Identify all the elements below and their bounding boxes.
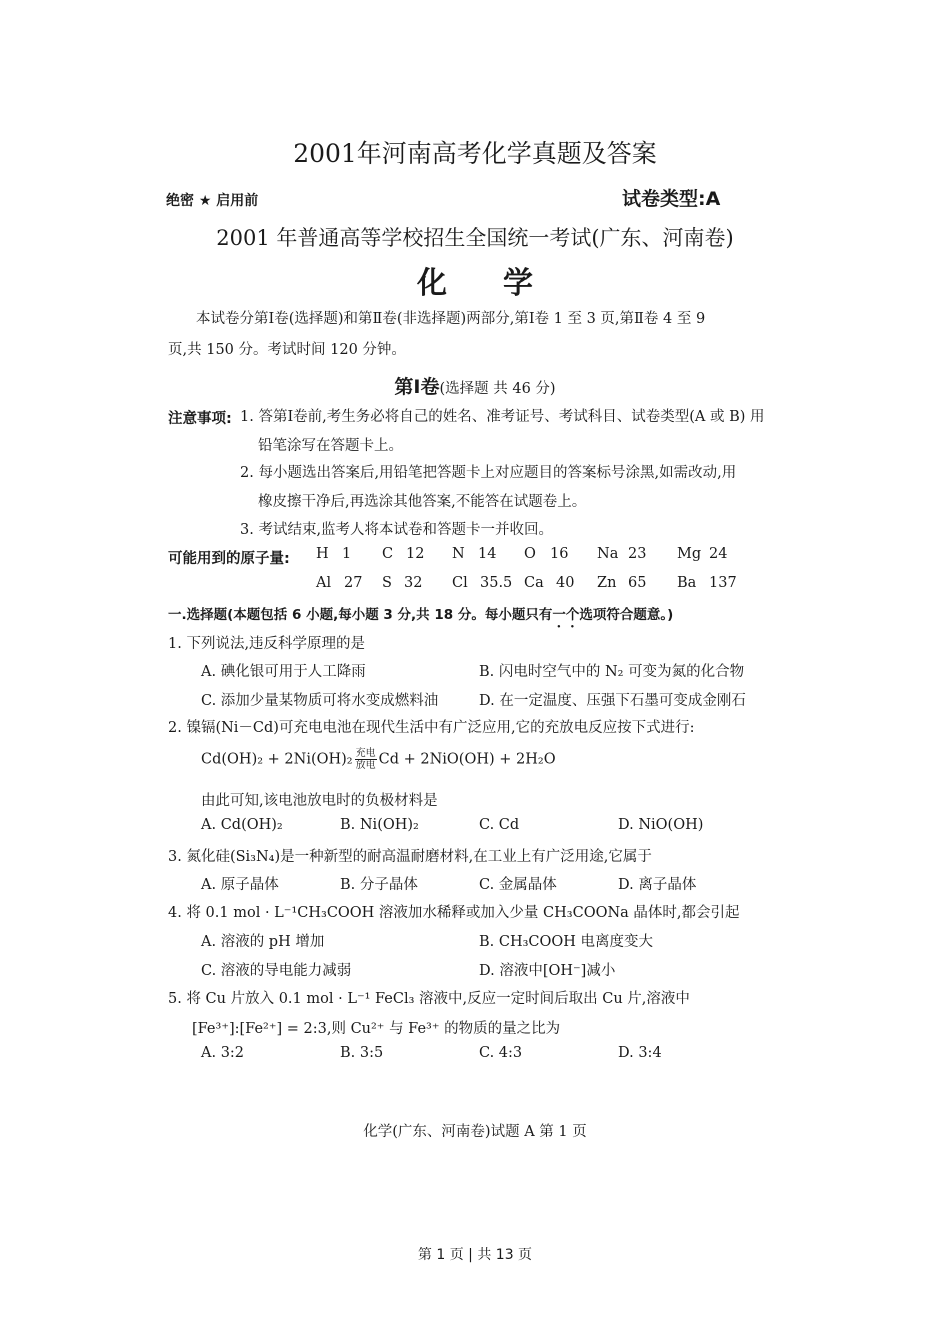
q1-option-b: B. 闪电时空气中的 N₂ 可变为氮的化合物 (479, 664, 745, 680)
atomic-weight: 24 (709, 546, 728, 562)
secret-label: 绝密 ★ 启用前 (166, 193, 259, 209)
q2-discharge-label: 放电 (355, 760, 376, 771)
atomic-weight: 35.5 (480, 575, 513, 591)
part1-subtitle: (选择题 共 46 分) (439, 381, 556, 397)
exam-name: 2001 年普通高等学校招生全国统一考试(广东、河南卷) (216, 226, 734, 250)
q5-stem-line-2: [Fe³⁺]:[Fe²⁺] = 2:3,则 Cu²⁺ 与 Fe³⁺ 的物质的量之比为 (192, 1021, 561, 1037)
q3-option-d: D. 离子晶体 (618, 877, 697, 893)
document-title: 2001年河南高考化学真题及答案 (293, 139, 657, 168)
atomic-weight: 1 (342, 546, 352, 562)
q2-option-a: A. Cd(OH)₂ (201, 817, 283, 833)
q1-option-a: A. 碘化银可用于人工降雨 (201, 664, 366, 680)
atomic-symbol: Ba (677, 575, 697, 591)
atomic-weight: 23 (628, 546, 647, 562)
q5-option-c: C. 4:3 (479, 1045, 523, 1061)
atomic-weight: 137 (709, 575, 737, 591)
intro-line-2: 页,共 150 分。考试时间 120 分钟。 (168, 342, 406, 358)
atomic-weight: 65 (628, 575, 647, 591)
q4-option-d: D. 溶液中[OH⁻]减小 (479, 963, 616, 979)
q2-reaction-arrow (355, 748, 377, 771)
note-2-line-1: 2. 每小题选出答案后,用铅笔把答题卡上对应题目的答案标号涂黑,如需改动,用 (240, 465, 737, 481)
q1-option-c: C. 添加少量某物质可将水变成燃料油 (201, 693, 439, 709)
atomic-weight: 12 (406, 546, 425, 562)
atomic-weight: 40 (556, 575, 575, 591)
q5-option-d: D. 3:4 (618, 1045, 662, 1061)
q1-option-d: D. 在一定温度、压强下石墨可变成金刚石 (479, 693, 746, 709)
atomic-weight: 32 (404, 575, 423, 591)
q3-option-b: B. 分子晶体 (340, 877, 418, 893)
atomic-symbol: Na (597, 546, 619, 562)
atomic-symbol: Mg (677, 546, 702, 562)
q2-option-b: B. Ni(OH)₂ (340, 817, 419, 833)
q2-charge-label: 充电 (355, 748, 376, 759)
atomic-weights-label: 可能用到的原子量: (168, 551, 290, 567)
intro-line-1: 本试卷分第Ⅰ卷(选择题)和第Ⅱ卷(非选择题)两部分,第Ⅰ卷 1 至 3 页,第Ⅱ卷 4 至 9 (196, 311, 706, 327)
q3-option-a: A. 原子晶体 (201, 877, 279, 893)
section1-emphasis: 一个 (552, 607, 580, 623)
q3-stem: 3. 氮化硅(Si₃N₄)是一种新型的耐高温耐磨材料,在工业上有广泛用途,它属于 (168, 849, 652, 865)
part1-heading (0, 372, 950, 399)
atomic-symbol: S (382, 575, 392, 591)
section1-prefix: 一.选择题(本题包括 6 小题,每小题 3 分,共 18 分。每小题只有 (168, 607, 553, 623)
note-2-line-2: 橡皮擦干净后,再选涂其他答案,不能答在试题卷上。 (258, 494, 587, 510)
section1-heading (168, 603, 673, 631)
atomic-symbol: N (452, 546, 465, 562)
note-3-line-1: 3. 考试结束,监考人将本试卷和答题卡一并收回。 (240, 522, 554, 538)
q1-stem: 1. 下列说法,违反科学原理的是 (168, 636, 366, 652)
q4-option-a: A. 溶液的 pH 增加 (201, 934, 325, 950)
q2-equation (201, 748, 556, 771)
q2-option-c: C. Cd (479, 817, 520, 833)
atomic-weight: 14 (478, 546, 497, 562)
q2-line: 由此可知,该电池放电时的负极材料是 (201, 793, 438, 809)
q5-stem-line-1: 5. 将 Cu 片放入 0.1 mol · L⁻¹ FeCl₃ 溶液中,反应一定时间后取出 Cu 片,溶液中 (168, 991, 690, 1007)
atomic-weight: 27 (344, 575, 363, 591)
atomic-symbol: Al (316, 575, 332, 591)
subject-heading: 化学 (417, 266, 589, 301)
atomic-symbol: O (524, 546, 536, 562)
atomic-symbol: H (316, 546, 329, 562)
section1-suffix: 选项符合题意。) (579, 607, 674, 623)
atomic-symbol: Zn (597, 575, 617, 591)
q2-equation-right: Cd + 2NiO(OH) + 2H₂O (378, 751, 556, 768)
q4-option-c: C. 溶液的导电能力减弱 (201, 963, 352, 979)
q3-option-c: C. 金属晶体 (479, 877, 557, 893)
paper-type: 试卷类型:A (622, 188, 721, 210)
atomic-weight: 16 (550, 546, 569, 562)
atomic-symbol: Cl (452, 575, 468, 591)
note-1-line-1: 1. 答第Ⅰ卷前,考生务必将自己的姓名、准考证号、考试科目、试卷类型(A 或 B) 用 (240, 409, 765, 425)
q4-stem: 4. 将 0.1 mol · L⁻¹CH₃COOH 溶液加水稀释或加入少量 CH₃COONa 晶体时,都会引起 (168, 905, 740, 921)
q2-equation-left: Cd(OH)₂ + 2Ni(OH)₂ (201, 751, 353, 768)
q2-option-d: D. NiO(OH) (618, 817, 704, 833)
note-1-line-2: 铅笔涂写在答题卡上。 (258, 438, 403, 454)
q4-option-b: B. CH₃COOH 电离度变大 (479, 934, 654, 950)
q5-option-a: A. 3:2 (201, 1045, 245, 1061)
atomic-symbol: C (382, 546, 394, 562)
notes-label: 注意事项: (168, 411, 232, 427)
paper-footer: 化学(广东、河南卷)试题 A 第 1 页 (363, 1124, 587, 1140)
q2-stem: 2. 镍镉(Ni－Cd)可充电电池在现代生活中有广泛应用,它的充放电反应按下式进行: (168, 720, 695, 736)
q5-option-b: B. 3:5 (340, 1045, 384, 1061)
part1-title: 第Ⅰ卷 (394, 376, 440, 398)
page-number: 第 1 页 | 共 13 页 (417, 1247, 533, 1263)
atomic-symbol: Ca (524, 575, 544, 591)
